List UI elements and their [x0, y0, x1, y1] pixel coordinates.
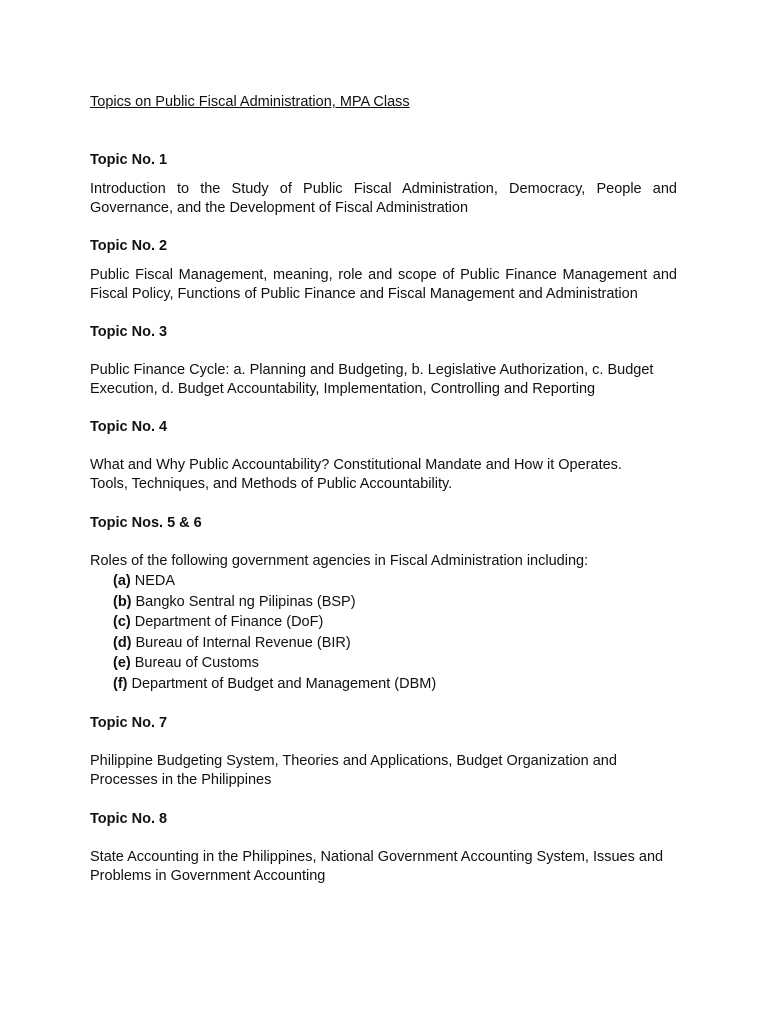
list-item	[113, 653, 677, 674]
topic-1-heading: Topic No. 1	[90, 152, 168, 168]
topic-5-6-heading: Topic Nos. 5 & 6	[90, 515, 202, 531]
agency-name: Bureau of Internal Revenue (BIR)	[135, 634, 351, 651]
list-item	[113, 571, 677, 592]
agency-name: Department of Finance (DoF)	[134, 614, 324, 630]
list-item	[113, 674, 677, 695]
list-item	[113, 592, 677, 613]
topic-3-heading: Topic No. 3	[90, 324, 168, 340]
list-item	[113, 612, 677, 633]
list-marker: (f)	[113, 675, 128, 692]
topic-8-body: State Accounting in the Philippines, National Government Accounting System, Issues and Problems in Government Accounting	[90, 849, 664, 884]
topic-1-body: Introduction to the Study of Public Fiscal Administration, Democracy, People and Governance, and the Development of Fiscal Administration	[90, 181, 677, 216]
agency-name: Bangko Sentral ng Pilipinas (BSP)	[135, 593, 356, 610]
topic-4-heading: Topic No. 4	[90, 419, 168, 435]
list-marker: (c)	[113, 614, 131, 630]
topic-4-body-line-2: Tools, Techniques, and Methods of Public Accountability.	[90, 476, 453, 492]
topic-2-body: Public Fiscal Management, meaning, role and scope of Public Finance Management and Fiscal Policy, Functions of Public Finance and Fiscal Management and Administration	[90, 267, 677, 302]
agency-name: NEDA	[134, 573, 176, 589]
topic-2-heading: Topic No. 2	[90, 238, 168, 254]
topic-7-body: Philippine Budgeting System, Theories and Applications, Budget Organization and Processes in the Philippines	[90, 753, 617, 788]
topic-8-heading: Topic No. 8	[90, 811, 168, 827]
list-marker: (e)	[113, 655, 131, 671]
agency-list	[90, 571, 677, 694]
document-page	[90, 92, 677, 886]
list-marker: (b)	[113, 593, 132, 610]
topic-4-body-line-1: What and Why Public Accountability? Constitutional Mandate and How it Operates.	[90, 457, 622, 473]
list-marker: (d)	[113, 634, 132, 651]
document-title: Topics on Public Fiscal Administration, MPA Class	[90, 94, 410, 110]
topic-3-body: Public Finance Cycle: a. Planning and Budgeting, b. Legislative Authorization, c. Budget Execution, d. Budget Accountability, Implementation, Controlling and Reporting	[90, 362, 654, 397]
agency-name: Bureau of Customs	[134, 655, 259, 671]
agency-name: Department of Budget and Management (DBM)	[131, 675, 437, 692]
list-marker: (a)	[113, 573, 131, 589]
topic-5-6-body: Roles of the following government agencies in Fiscal Administration including:	[90, 553, 589, 569]
topic-7-heading: Topic No. 7	[90, 715, 168, 731]
list-item	[113, 633, 677, 654]
